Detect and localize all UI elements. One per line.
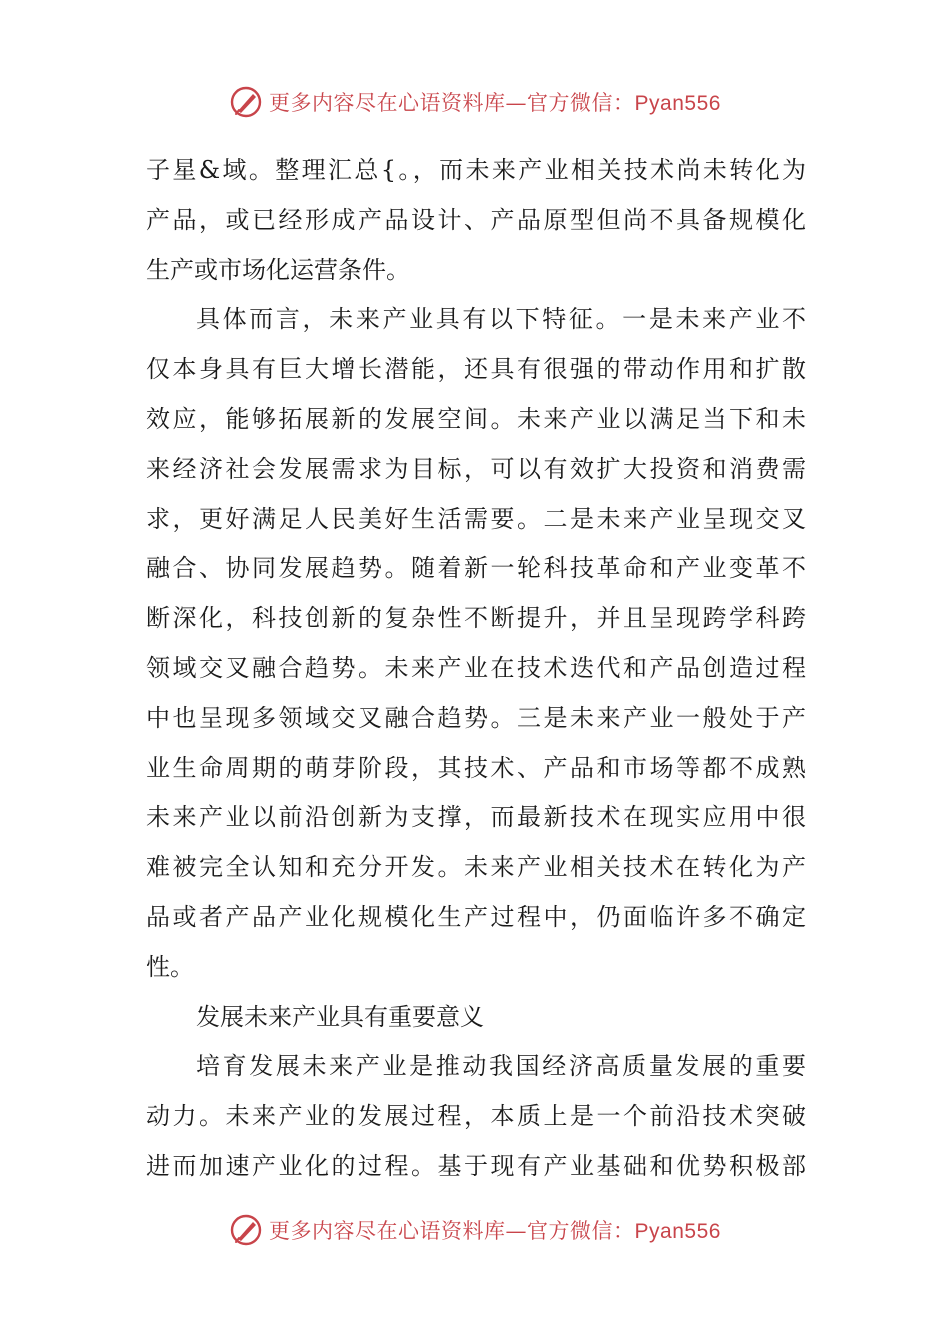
body-line: 子星&域。整理汇总{。，而未来产业相关技术尚未转化为 (146, 156, 806, 184)
footer-banner-wechat-id: Pyan556 (634, 1220, 721, 1243)
body-line: 融合、协同发展趋势。随着新一轮科技革命和产业变革不 (146, 554, 806, 583)
body-line: 来经济社会发展需求为目标，可以有效扩大投资和消费需 (146, 454, 806, 483)
body-line: 求，更好满足人民美好生活需要。二是未来产业呈现交叉 (146, 504, 806, 533)
header-banner-wechat-id: Pyan556 (634, 92, 721, 115)
body-line: 品或者产品产业化规模化生产过程中，仍面临许多不确定 (146, 902, 806, 931)
body-line: 断深化，科技创新的复杂性不断提升，并且呈现跨学科跨 (146, 604, 806, 633)
body-line: 产品，或已经形成产品设计、产品原型但尚不具备规模化 (146, 205, 806, 234)
header-banner (0, 80, 950, 124)
body-line: 进而加速产业化的过程。基于现有产业基础和优势积极部 (146, 1151, 806, 1180)
header-banner-text: 更多内容尽在心语资料库—官方微信：Pyan556 (269, 91, 721, 115)
body-line: 业生命周期的萌芽阶段，其技术、产品和市场等都不成熟 (146, 753, 806, 782)
body-line: 具体而言，未来产业具有以下特征。一是未来产业不 (196, 305, 806, 334)
body-line: 中也呈现多领域交叉融合趋势。三是未来产业一般处于产 (146, 703, 806, 732)
body-line: 难被完全认知和充分开发。未来产业相关技术在转化为产 (146, 853, 806, 882)
body-line: 效应，能够拓展新的发展空间。未来产业以满足当下和未 (146, 404, 806, 433)
body-line: 性。 (146, 952, 194, 981)
body-line: 领域交叉融合趋势。未来产业在技术迭代和产品创造过程 (146, 653, 806, 682)
quill-logo-icon (229, 1213, 263, 1247)
footer-banner (0, 1208, 950, 1252)
body-line: 培育发展未来产业是推动我国经济高质量发展的重要 (196, 1052, 806, 1081)
body-line: 动力。未来产业的发展过程，本质上是一个前沿技术突破 (146, 1102, 806, 1131)
section-heading: 发展未来产业具有重要意义 (196, 1002, 484, 1031)
document-body (146, 146, 806, 1192)
body-line: 未来产业以前沿创新为支撑，而最新技术在现实应用中很 (146, 803, 806, 832)
body-line: 仅本身具有巨大增长潜能，还具有很强的带动作用和扩散 (146, 355, 806, 384)
body-line: 生产或市场化运营条件。 (146, 255, 410, 284)
footer-banner-text: 更多内容尽在心语资料库—官方微信：Pyan556 (269, 1219, 721, 1243)
quill-logo-icon (229, 85, 263, 119)
